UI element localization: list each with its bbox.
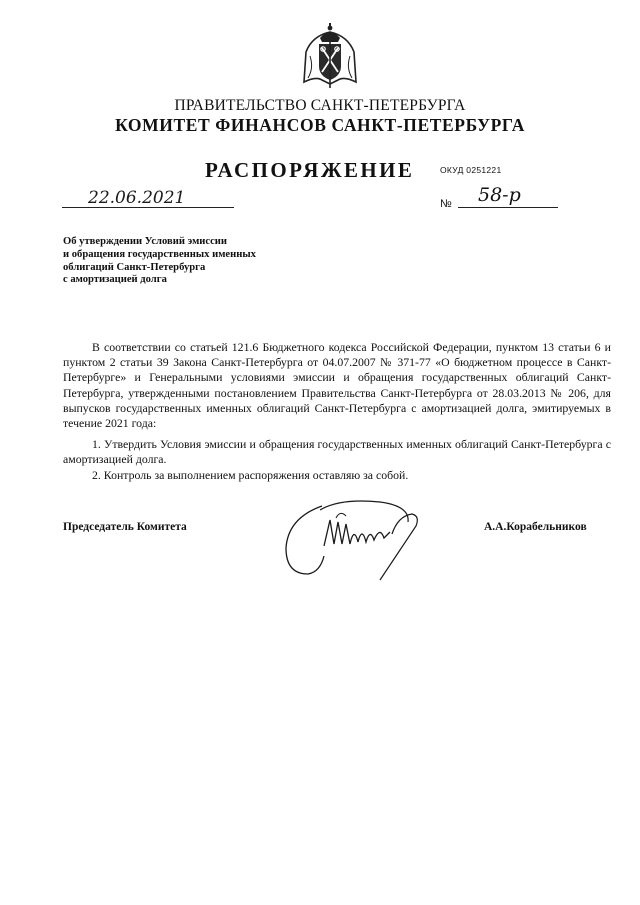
subject-line: Об утверждении Условий эмиссии (63, 236, 228, 247)
number-label: № (440, 198, 452, 210)
committee-title: КОМИТЕТ ФИНАНСОВ САНКТ-ПЕТЕРБУРГА (115, 115, 525, 135)
order-item: 1. Утвердить Условия эмиссии и обращения государственных именных облигаций Санкт-Петербурга с амортизацией долга. (63, 437, 611, 467)
preamble-paragraph: В соответствии со статьей 121.6 Бюджетного кодекса Российской Федерации, пунктом 13 статьи 6 и пунктом 2 статьи 39 Закона Санкт-Петербурга от 04.07.2007 № 371-77 «О бюджетном процессе в Санкт-Петербурге» и Генеральными условиями эмиссии и обращения государственных облигаций Санкт-Петербурга, утвержденными постановлением Правительства Санкт-Петербурга от 28.03.2013 № 206, для выпусков государственных именных облигаций Санкт-Петербурга с амортизацией долга, эмитируемых в течение 2021 года: (63, 340, 611, 431)
document-type: РАСПОРЯЖЕНИЕ (205, 158, 415, 182)
document-number: 58-р (478, 184, 521, 206)
handwritten-signature (280, 496, 430, 584)
subject-line: с амортизацией долга (63, 274, 167, 286)
government-title: ПРАВИТЕЛЬСТВО САНКТ-ПЕТЕРБУРГА (174, 97, 466, 114)
signatory-title: Председатель Комитета (63, 521, 187, 533)
subject-line: облигаций Санкт-Петербурга (63, 261, 206, 273)
number-underline (458, 207, 558, 208)
document-subject (63, 236, 303, 287)
document-body (63, 340, 611, 483)
subject-line: и обращения государственных именных (63, 248, 256, 260)
coat-of-arms-icon (300, 22, 360, 90)
signatory-name: А.А.Корабельников (484, 521, 587, 533)
order-item: 2. Контроль за выполнением распоряжения оставляю за собой. (92, 467, 409, 482)
okud-code: ОКУД 0251221 (440, 165, 502, 175)
document-date: 22.06.2021 (88, 188, 186, 208)
date-underline (62, 207, 234, 208)
